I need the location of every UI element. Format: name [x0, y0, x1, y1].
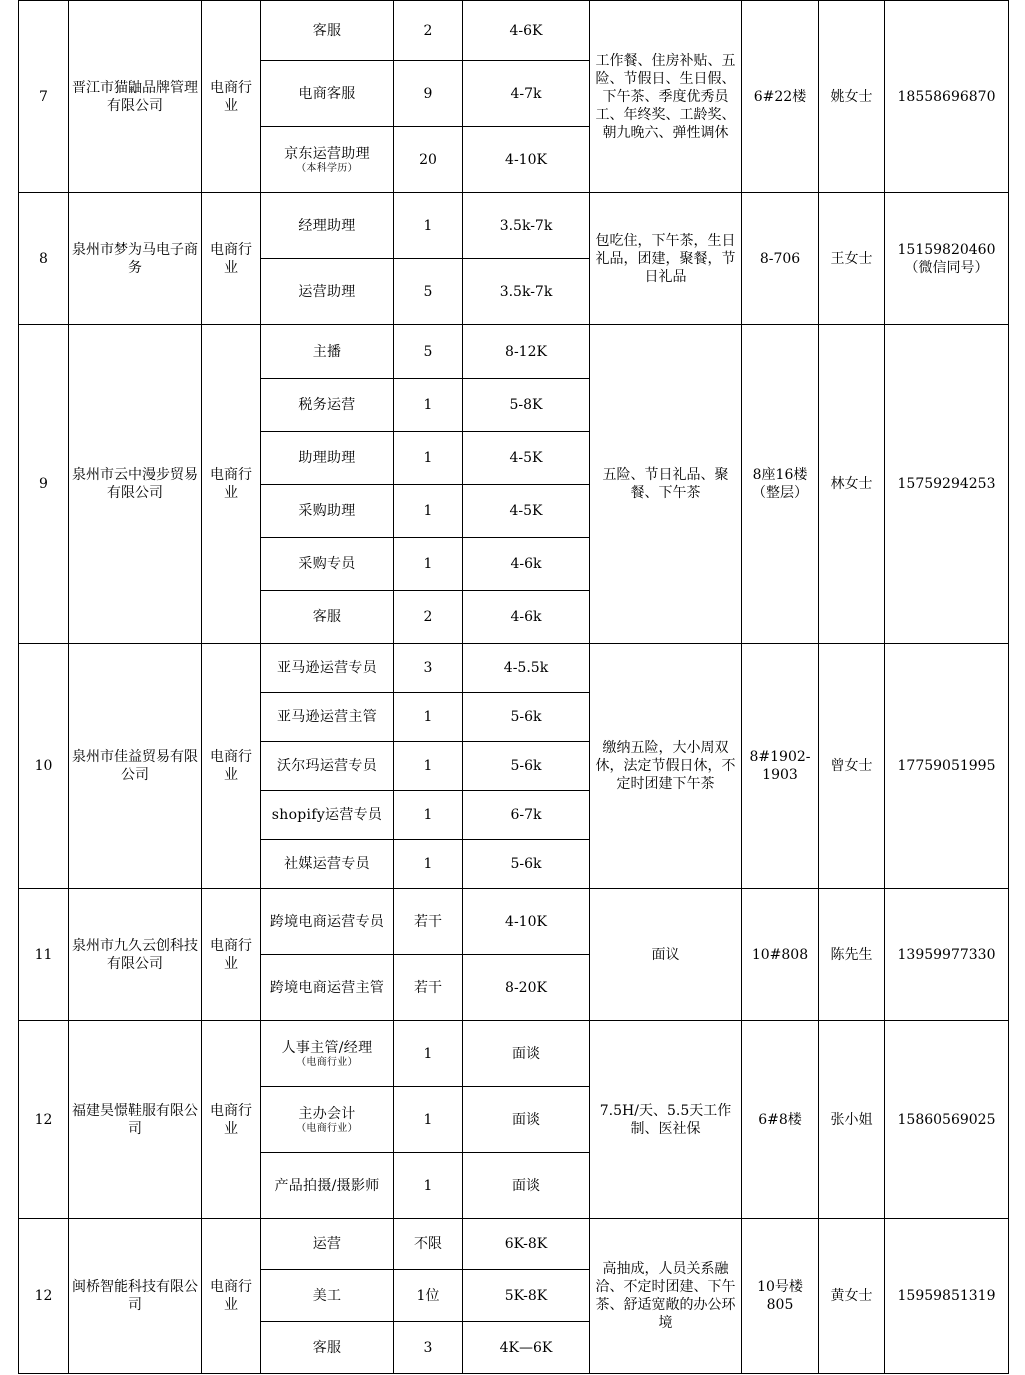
contact-person: 姚女士	[819, 1, 885, 193]
headcount: 若干	[394, 889, 463, 955]
headcount: 1	[394, 840, 463, 889]
company-name: 泉州市佳益贸易有限公司	[69, 644, 202, 889]
salary-range: 面谈	[463, 1021, 590, 1087]
salary-range: 面谈	[463, 1087, 590, 1153]
headcount: 1	[394, 1153, 463, 1219]
office-address: 8#1902-1903	[742, 644, 819, 889]
position-title-cell	[261, 325, 394, 379]
position-title: 跨境电商运营主管	[269, 979, 385, 996]
industry: 电商行业	[202, 1219, 261, 1374]
company-name: 晋江市猫鼬品牌管理有限公司	[69, 1, 202, 193]
salary-range: 8-20K	[463, 955, 590, 1021]
position-title: 电商客服	[298, 85, 356, 102]
headcount: 1	[394, 693, 463, 742]
position-title: 采购助理	[298, 503, 356, 519]
benefits: 包吃住，下午茶，生日礼品，团建，聚餐，节日礼品	[590, 193, 742, 325]
headcount: 不限	[394, 1219, 463, 1270]
company-number: 12	[19, 1021, 69, 1219]
position-title: 产品拍摄/摄影师	[274, 1177, 380, 1194]
contact-phone: 17759051995	[885, 644, 1009, 889]
salary-range: 5-6k	[463, 840, 590, 889]
headcount: 1	[394, 485, 463, 538]
position-title-cell	[261, 127, 394, 193]
salary-range: 8-12K	[463, 325, 590, 379]
company-name: 泉州市云中漫步贸易有限公司	[69, 325, 202, 644]
position-note: （电商行业）	[296, 1056, 358, 1068]
position-title: 采购专员	[298, 556, 356, 572]
salary-range: 5K-8K	[463, 1270, 590, 1322]
position-title: 客服	[312, 22, 342, 39]
headcount: 9	[394, 61, 463, 127]
office-address: 8-706	[742, 193, 819, 325]
position-title: 经理助理	[298, 217, 356, 234]
position-title-cell	[261, 485, 394, 538]
office-address: 10#808	[742, 889, 819, 1021]
salary-range: 4-6k	[463, 538, 590, 591]
headcount: 1	[394, 432, 463, 485]
position-title-cell	[261, 193, 394, 259]
position-title-cell	[261, 889, 394, 955]
position-title: 运营助理	[298, 283, 356, 300]
headcount: 1	[394, 1087, 463, 1153]
company-name: 福建昊憬鞋服有限公司	[69, 1021, 202, 1219]
office-address: 8座16楼（整层）	[742, 325, 819, 644]
position-title: 社媒运营专员	[284, 856, 370, 872]
company-number: 11	[19, 889, 69, 1021]
company-name: 闽桥智能科技有限公司	[69, 1219, 202, 1374]
industry: 电商行业	[202, 1021, 261, 1219]
position-title-cell	[261, 259, 394, 325]
position-title-cell	[261, 1021, 394, 1087]
position-title-cell	[261, 1153, 394, 1219]
contact-phone: 18558696870	[885, 1, 1009, 193]
position-title-cell	[261, 61, 394, 127]
position-title-cell	[261, 644, 394, 693]
salary-range: 5-6k	[463, 742, 590, 791]
position-title: 客服	[312, 1339, 342, 1356]
salary-range: 3.5k-7k	[463, 259, 590, 325]
headcount: 1	[394, 538, 463, 591]
position-title: 美工	[312, 1287, 342, 1304]
position-title: 京东运营助理	[284, 145, 370, 162]
table-row	[19, 193, 1009, 259]
position-title: 运营	[312, 1236, 342, 1252]
contact-person: 曾女士	[819, 644, 885, 889]
position-title: 主播	[312, 343, 342, 360]
contact-person: 陈先生	[819, 889, 885, 1021]
salary-range: 4-5K	[463, 432, 590, 485]
headcount: 1	[394, 379, 463, 432]
position-title-cell	[261, 791, 394, 840]
contact-phone: 13959977330	[885, 889, 1009, 1021]
headcount: 1	[394, 791, 463, 840]
salary-range: 6-7k	[463, 791, 590, 840]
position-title: shopify运营专员	[271, 807, 383, 823]
position-title-cell	[261, 591, 394, 644]
benefits: 高抽成，人员关系融洽、不定时团建、下午茶、舒适宽敞的办公环境	[590, 1219, 742, 1374]
table-row	[19, 644, 1009, 693]
position-title: 沃尔玛运营专员	[276, 758, 378, 774]
office-address: 6#8楼	[742, 1021, 819, 1219]
contact-person: 王女士	[819, 193, 885, 325]
position-note: （电商行业）	[296, 1122, 358, 1134]
contact-phone: 15159820460（微信同号）	[885, 193, 1009, 325]
headcount: 1	[394, 1021, 463, 1087]
table-row	[19, 325, 1009, 379]
salary-range: 4-10K	[463, 889, 590, 955]
job-listing-sheet	[18, 0, 1008, 1375]
contact-phone: 15959851319	[885, 1219, 1009, 1374]
company-number: 8	[19, 193, 69, 325]
industry: 电商行业	[202, 193, 261, 325]
headcount: 2	[394, 591, 463, 644]
headcount: 5	[394, 325, 463, 379]
salary-range: 面谈	[463, 1153, 590, 1219]
position-title: 助理助理	[298, 450, 356, 466]
position-title-cell	[261, 955, 394, 1021]
headcount: 2	[394, 1, 463, 61]
salary-range: 3.5k-7k	[463, 193, 590, 259]
headcount: 3	[394, 1322, 463, 1374]
company-number: 7	[19, 1, 69, 193]
headcount: 1位	[394, 1270, 463, 1322]
contact-person: 黄女士	[819, 1219, 885, 1374]
table-row	[19, 1021, 1009, 1087]
position-note: （本科学历）	[296, 162, 358, 174]
company-name: 泉州市梦为马电子商务	[69, 193, 202, 325]
position-title: 主办会计	[298, 1105, 356, 1122]
position-title-cell	[261, 1270, 394, 1322]
table-row	[19, 1219, 1009, 1270]
salary-range: 6K-8K	[463, 1219, 590, 1270]
industry: 电商行业	[202, 325, 261, 644]
benefits: 面议	[590, 889, 742, 1021]
position-title-cell	[261, 379, 394, 432]
position-title-cell	[261, 432, 394, 485]
benefits: 7.5H/天、5.5天工作制、医社保	[590, 1021, 742, 1219]
table-row	[19, 889, 1009, 955]
position-title-cell	[261, 742, 394, 791]
position-title: 客服	[312, 609, 342, 625]
office-address: 6#22楼	[742, 1, 819, 193]
position-title-cell	[261, 840, 394, 889]
contact-phone: 15759294253	[885, 325, 1009, 644]
salary-range: 4K—6K	[463, 1322, 590, 1374]
industry: 电商行业	[202, 889, 261, 1021]
position-title: 亚马逊运营主管	[276, 709, 378, 725]
position-title: 跨境电商运营专员	[269, 913, 385, 930]
headcount: 3	[394, 644, 463, 693]
position-title: 亚马逊运营专员	[276, 660, 378, 676]
headcount: 1	[394, 193, 463, 259]
position-title-cell	[261, 538, 394, 591]
salary-range: 4-6K	[463, 1, 590, 61]
company-number: 10	[19, 644, 69, 889]
benefits: 五险、节日礼品、聚餐、下午茶	[590, 325, 742, 644]
contact-person: 张小姐	[819, 1021, 885, 1219]
salary-range: 4-5K	[463, 485, 590, 538]
office-address: 10号楼805	[742, 1219, 819, 1374]
position-title-cell	[261, 1219, 394, 1270]
contact-person: 林女士	[819, 325, 885, 644]
company-name: 泉州市九久云创科技有限公司	[69, 889, 202, 1021]
salary-range: 4-7k	[463, 61, 590, 127]
company-number: 12	[19, 1219, 69, 1374]
contact-phone: 15860569025	[885, 1021, 1009, 1219]
position-title-cell	[261, 1, 394, 61]
position-title-cell	[261, 693, 394, 742]
salary-range: 5-6k	[463, 693, 590, 742]
industry: 电商行业	[202, 1, 261, 193]
headcount: 若干	[394, 955, 463, 1021]
headcount: 5	[394, 259, 463, 325]
salary-range: 5-8K	[463, 379, 590, 432]
company-number: 9	[19, 325, 69, 644]
salary-range: 4-10K	[463, 127, 590, 193]
job-listing-table	[18, 0, 1009, 1374]
salary-range: 4-6k	[463, 591, 590, 644]
position-title: 人事主管/经理	[281, 1039, 373, 1056]
position-title-cell	[261, 1087, 394, 1153]
benefits: 缴纳五险，大小周双休，法定节假日休，不定时团建下午茶	[590, 644, 742, 889]
salary-range: 4-5.5k	[463, 644, 590, 693]
position-title: 税务运营	[298, 397, 356, 413]
industry: 电商行业	[202, 644, 261, 889]
benefits: 工作餐、住房补贴、五险、节假日、生日假、下午茶、季度优秀员工、年终奖、工龄奖、朝九晚六、弹性调休	[590, 1, 742, 193]
position-title-cell	[261, 1322, 394, 1374]
table-row	[19, 1, 1009, 61]
headcount: 20	[394, 127, 463, 193]
headcount: 1	[394, 742, 463, 791]
